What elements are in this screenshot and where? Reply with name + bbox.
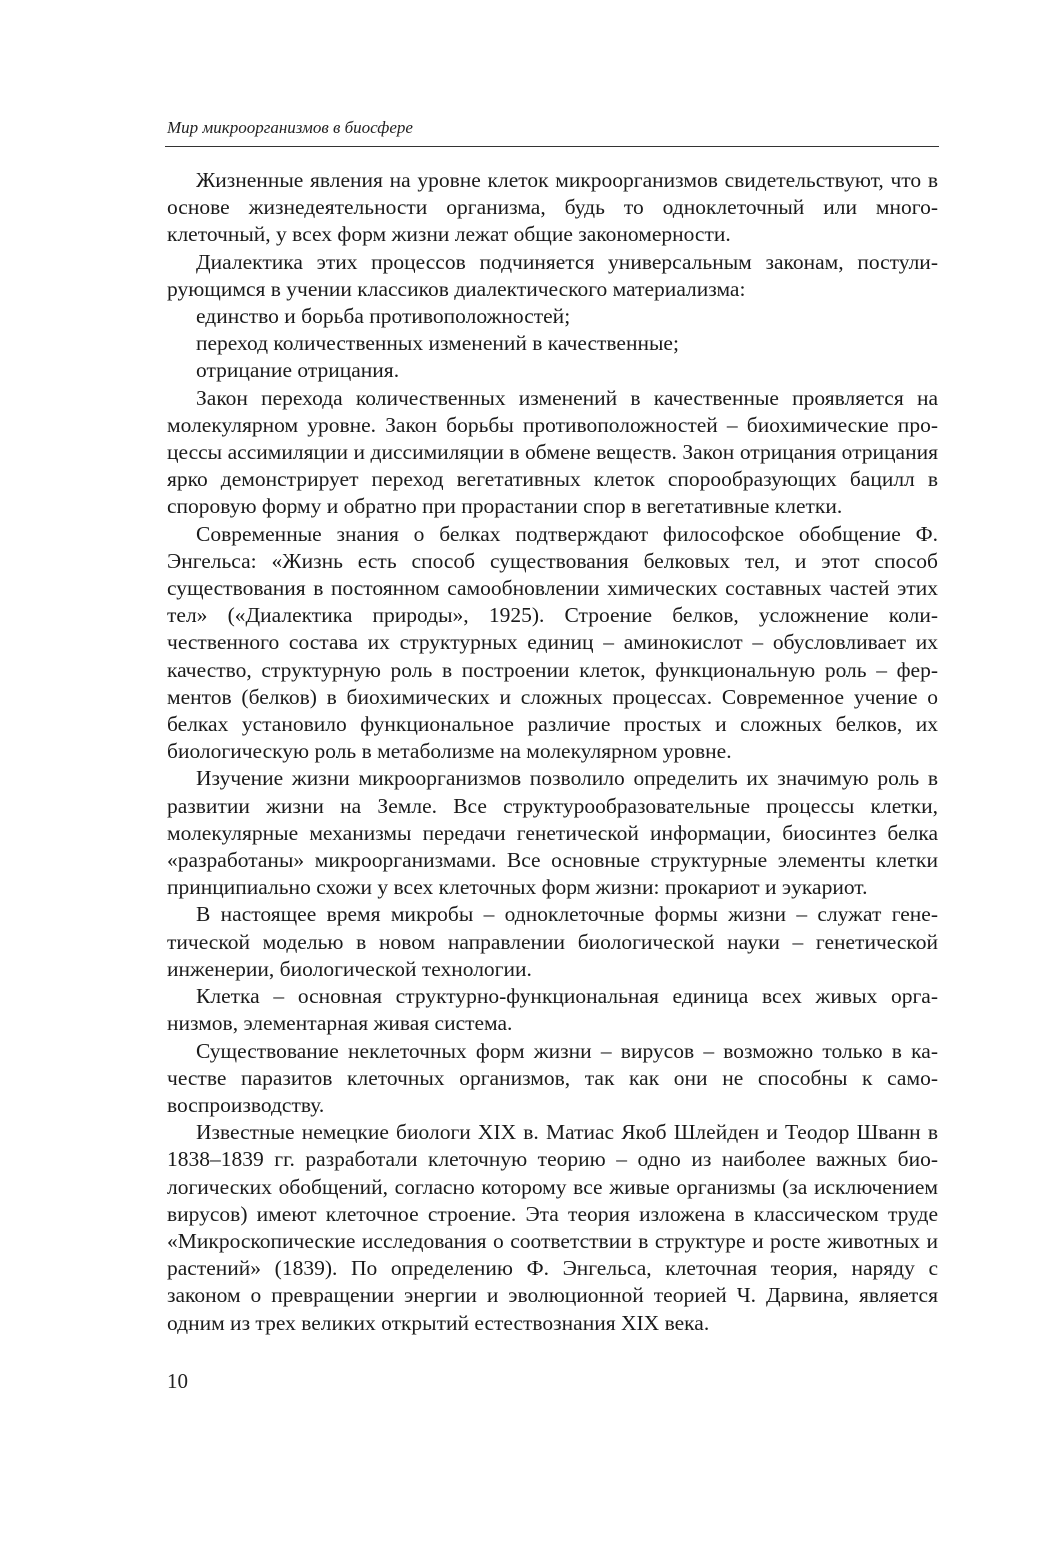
paragraph: Современные знания о белках подтверждают философское обобщение Ф. Энгельса: «Жизнь есть способ существования белковых тел, и этот способ существования в постоянном самообновлении химических составных частей этих тел» («Диалектика природы», 1925). Строение белков, усложнение количественного состава их структурных единиц – аминокислот – обусловливает их качество, структурную роль в построении клеток, функциональную роль – ферментов (белков) в биохимических и сложных процессах. Современное учение о белках установило функциональное различие простых и сложных белков, их биологическую роль в метаболизме на молекулярном уровне. xyxy=(167,521,938,764)
list-item: переход количественных изменений в качественные; xyxy=(196,331,679,356)
paragraph: Существование неклеточных форм жизни – вирусов – возможно только в качестве паразитов клеточных организмов, так как они не способны к самовоспроизводству. xyxy=(167,1038,938,1117)
running-header: Мир микроорганизмов в биосфере xyxy=(167,118,413,137)
paragraph: Диалектика этих процессов подчиняется универсальным законам, постулирующимся в учении классиков диалектического материализма: xyxy=(167,249,938,301)
page-number: 10 xyxy=(167,1369,188,1393)
paragraph: Известные немецкие биологи XIX в. Матиас Якоб Шлейден и Теодор Шванн в 1838–1839 гг. разработали клеточную теорию – одно из наиболее важных биологических обобщений, согласно которому все живые организмы (за исключением вирусов) имеют клеточное строение. Эта теория изложена в классическом труде «Микроскопические исследования о соответствии в структуре и росте животных и растений» (1839). По определению Ф. Энгельса, клеточная теория, наряду с законом о превращении энергии и эволюционной теорией Ч. Дарвина, является одним из трех великих открытий естествознания XIX века. xyxy=(167,1120,938,1335)
paragraph: Изучение жизни микроорганизмов позволило определить их значимую роль в развитии жизни на Земле. Все структурообразовательные процессы клетки, молекулярные механизмы передачи генетической информации, биосинтез белка «разработаны» микроорганизмами. Все основные структурные элементы клетки принципиально схожи у всех клеточных форм жизни: прокариот и эукариот. xyxy=(167,766,938,900)
paragraph: В настоящее время микробы – одноклеточные формы жизни – служат генетической моделью в новом направлении биологической науки – генетической инженерии, биологической технологии. xyxy=(167,902,938,981)
paragraph: Жизненные явления на уровне клеток микроорганизмов свидетельствуют, что в основе жизнедеятельности организма, будь то одноклеточный или многоклеточный, у всех форм жизни лежат общие закономерности. xyxy=(167,168,938,247)
paragraph: Клетка – основная структурно-функциональная единица всех живых организмов, элементарная живая система. xyxy=(167,984,938,1036)
list-item: единство и борьба противоположностей; xyxy=(196,304,571,329)
list-item: отрицание отрицания. xyxy=(196,358,400,383)
header-divider xyxy=(165,146,939,147)
paragraph: Закон перехода количественных изменений в качественные проявляется на молекулярном уровне. Закон борьбы противоположностей – биохимические процессы ассимиляции и диссимиляции в обмене веществ. Закон отрицания отрицания ярко демонстрирует переход вегетативных клеток спорообразующих бацилл в споровую форму и обратно при прорастании спор в вегетативные клетки. xyxy=(167,385,938,519)
body-text xyxy=(167,167,938,1337)
